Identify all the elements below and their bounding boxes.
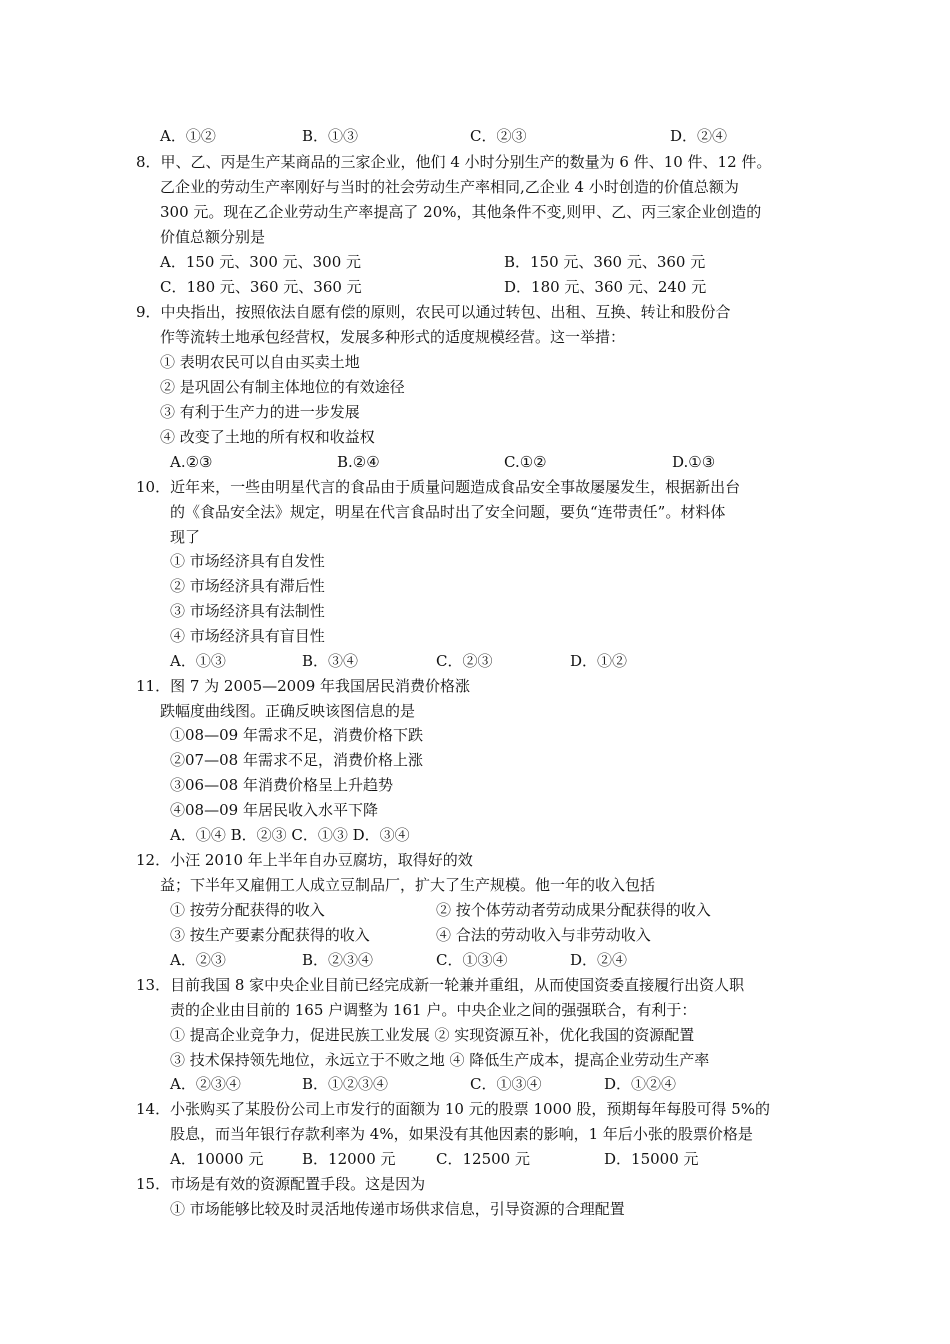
option-b: B．①③ [302, 127, 359, 145]
option-c: C．180 元、360 元、360 元 [160, 278, 362, 296]
option-d: D.①③ [672, 453, 716, 471]
question-12-stem: 12．小汪 2010 年上半年自办豆腐坊，取得好的效 [136, 851, 473, 869]
question-text: 现了 [170, 528, 201, 546]
statement-3: ③06—08 年消费价格呈上升趋势 [170, 776, 393, 794]
option-d: D．15000 元 [604, 1150, 699, 1168]
option-c: C.①② [504, 453, 547, 471]
statement-1: ①08—09 年需求不足，消费价格下跌 [170, 726, 423, 744]
statement-4: ④ 市场经济具有盲目性 [170, 627, 325, 645]
question-text: 股息，而当年银行存款利率为 4%，如果没有其他因素的影响，1 年后小张的股票价格是 [170, 1125, 753, 1143]
statement-4: ④ 改变了土地的所有权和收益权 [160, 428, 375, 446]
option-c: C．②③ [436, 652, 493, 670]
option-d: D．②④ [670, 127, 728, 145]
option-d: D．①② [570, 652, 628, 670]
option-d: D．②④ [570, 951, 628, 969]
option-b: B.②④ [337, 453, 380, 471]
option-a: A.②③ [170, 453, 213, 471]
question-15-stem: 15．市场是有效的资源配置手段。这是因为 [136, 1175, 426, 1193]
question-text: 益；下半年又雇佣工人成立豆制品厂，扩大了生产规模。他一年的收入包括 [160, 876, 656, 894]
question-text: 跌幅度曲线图。正确反映该图信息的是 [160, 702, 416, 720]
option-a: A．150 元、300 元、300 元 [160, 253, 362, 271]
statement-4: ④ 合法的劳动收入与非劳动收入 [436, 926, 651, 944]
question-14-stem: 14．小张购买了某股份公司上市发行的面额为 10 元的股票 1000 股，预期每年每股可得 5%的 [136, 1100, 770, 1118]
question-text: 的《食品安全法》规定，明星在代言食品时出了安全问题，要负“连带责任”。材料体 [170, 503, 726, 521]
question-text: 作等流转土地承包经营权，发展多种形式的适度规模经营。这一举措： [160, 328, 626, 346]
option-a: A．①② [160, 127, 216, 145]
option-a: A．①③ [170, 652, 226, 670]
statement-2: ②07—08 年需求不足，消费价格上涨 [170, 751, 423, 769]
option-b: B．①②③④ [302, 1075, 389, 1093]
statements-row: ③ 技术保持领先地位，永远立于不败之地 ④ 降低生产成本，提高企业劳动生产率 [170, 1051, 710, 1069]
statement-1: ① 按劳分配获得的收入 [170, 901, 325, 919]
statement-2: ② 按个体劳动者劳动成果分配获得的收入 [436, 901, 711, 919]
statement-1: ① 市场能够比较及时灵活地传递市场供求信息，引导资源的合理配置 [170, 1200, 625, 1218]
option-c: C．①③④ [470, 1075, 542, 1093]
question-9-stem: 9．中央指出，按照依法自愿有偿的原则，农民可以通过转包、出租、互换、转让和股份合 [136, 303, 731, 321]
option-a: A．②③④ [170, 1075, 241, 1093]
option-b: B．③④ [302, 652, 359, 670]
option-a: A．②③ [170, 951, 226, 969]
option-b: B．②③④ [302, 951, 374, 969]
statement-1: ① 市场经济具有自发性 [170, 552, 325, 570]
option-d: D．①②④ [604, 1075, 677, 1093]
option-b: B．12000 元 [302, 1150, 396, 1168]
statement-3: ③ 市场经济具有法制性 [170, 602, 325, 620]
statement-3: ③ 按生产要素分配获得的收入 [170, 926, 370, 944]
question-text: 价值总额分别是 [160, 228, 266, 246]
question-text: 乙企业的劳动生产率刚好与当时的社会劳动生产率相同,乙企业 4 小时创造的价值总额为 [160, 178, 739, 196]
statement-3: ③ 有利于生产力的进一步发展 [160, 403, 360, 421]
option-d: D．180 元、360 元、240 元 [504, 278, 707, 296]
question-text: 责的企业由目前的 165 户调整为 161 户。中央企业之间的强强联合，有利于： [170, 1001, 697, 1019]
statement-2: ② 是巩固公有制主体地位的有效途径 [160, 378, 405, 396]
option-c: C．①③④ [436, 951, 508, 969]
question-13-stem: 13．目前我国 8 家中央企业目前已经完成新一轮兼并重组，从而使国资委直接履行出资人职 [136, 976, 745, 994]
option-b: B．150 元、360 元、360 元 [504, 253, 706, 271]
statement-1: ① 表明农民可以自由买卖土地 [160, 353, 360, 371]
question-8-stem: 8．甲、乙、丙是生产某商品的三家企业，他们 4 小时分别生产的数量为 6 件、10 件、12 件。 [136, 153, 772, 171]
statements-row: ① 提高企业竞争力，促进民族工业发展 ② 实现资源互补，优化我国的资源配置 [170, 1026, 695, 1044]
option-c: C．②③ [470, 127, 527, 145]
question-10-stem: 10．近年来，一些由明星代言的食品由于质量问题造成食品安全事故屡屡发生，根据新出台 [136, 478, 741, 496]
option-c: C．12500 元 [436, 1150, 530, 1168]
statement-2: ② 市场经济具有滞后性 [170, 577, 325, 595]
options-row: A．①④ B．②③ C．①③ D．③④ [170, 826, 410, 844]
question-text: 300 元。现在乙企业劳动生产率提高了 20%，其他条件不变,则甲、乙、丙三家企业创造的 [160, 203, 762, 221]
option-a: A．10000 元 [170, 1150, 264, 1168]
question-11-stem: 11．图 7 为 2005—2009 年我国居民消费价格涨 [136, 677, 471, 695]
statement-4: ④08—09 年居民收入水平下降 [170, 801, 378, 819]
